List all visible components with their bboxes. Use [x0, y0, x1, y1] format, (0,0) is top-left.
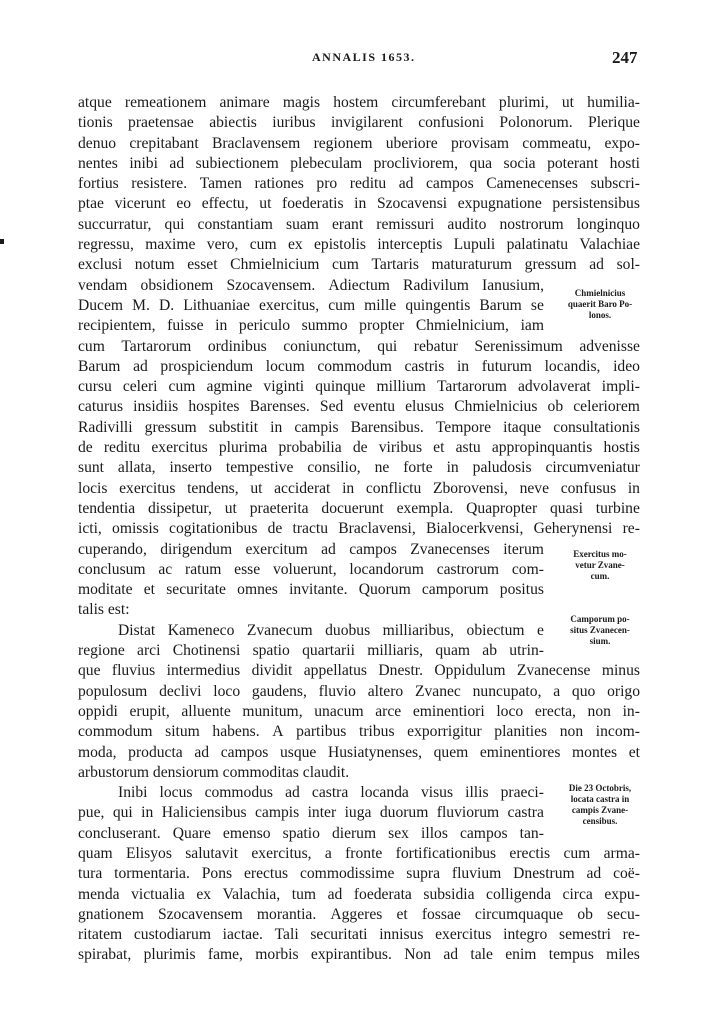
text-line: tionis praetensae abiectis iuribus invigilarent confusioni Polonorum. Plerique	[78, 114, 640, 132]
margin-note-line: Chmielnicius	[574, 288, 626, 298]
text-line: moditate et securitate omnes invitante. Quorum camporum positus	[78, 581, 544, 599]
text-line: que fluvius intermedius dividit appellatus Dnestr. Oppidulum Zvanecense minus	[78, 662, 640, 680]
text-line: regressu, maxime vero, cum ex epistolis interceptis Lupuli palatinatu Valachiae	[78, 236, 640, 254]
margin-note-die-23-octobris	[552, 783, 648, 827]
text-line: cuperando, dirigendum exercitum ad campos Zvanecenses iterum	[78, 540, 544, 558]
text-line: cum Tartarorum ordinibus coniunctum, qui rebatur Serenissimum advenisse	[78, 337, 640, 355]
text-line: sunt allata, inserto tempestive consilio, ne forte in paludosis circumveniatur	[78, 459, 640, 477]
text-line: recipientem, fuisse in periculo summo propter Chmielnicium, iam	[78, 317, 544, 335]
text-line: quam Elisyos salutavit exercitus, a fronte fortificationibus erectis cum arma-	[78, 844, 640, 862]
text-line: vendam obsidionem Szocavensem. Adiectum Radivilum Ianusium,	[78, 276, 544, 294]
text-line: tendentia dissipetur, ut praeterita docuerunt exempla. Quapropter quasi turbine	[78, 499, 640, 517]
text-line: atque remeationem animare magis hostem circumferebant plurimi, ut humilia-	[78, 94, 640, 111]
text-line: Ducem M. D. Lithuaniae exercitus, cum mille quingentis Barum se	[78, 296, 544, 314]
margin-note-line: vetur Zvane-	[575, 560, 625, 570]
margin-note-line: campis Zvane-	[571, 805, 629, 815]
text-line: pue, qui in Haliciensibus campis inter iuga duorum fluviorum castra	[78, 804, 544, 822]
text-line: Radivilli gressum substitit in campis Barensibus. Tempore itaque consultationis	[78, 418, 640, 436]
text-line: locis exercitus tendens, ut acciderat in conflictu Zborovensi, neve confusus in	[78, 479, 640, 497]
text-line: de reditu exercitus plurima probabilia de viribus et astu appropinquantis hostis	[78, 439, 640, 457]
text-line: tura tormentaria. Pons erectus commodissime supra fluvium Dnestrum ad coë-	[78, 865, 640, 883]
text-line: fortius resistere. Tamen rationes pro reditu ad campos Camenecenses subscri-	[78, 175, 640, 193]
margin-note-chmielnicius	[552, 288, 648, 321]
margin-note-line: locata castra in	[570, 794, 630, 804]
text-line: cursu celeri cum agmine viginti quinque millium Tartarorum advolaverat impli-	[78, 378, 640, 396]
margin-note-line: sium.	[589, 636, 611, 646]
margin-note-camporum	[552, 614, 648, 647]
text-line: caturus insidiis hospites Barenses. Sed eventu elusus Chmielnicius ob celeriorem	[78, 398, 640, 416]
margin-note-line: Camporum po-	[570, 614, 630, 624]
margin-note-line: cum.	[590, 571, 610, 581]
margin-note-line: Exercitus mo-	[573, 549, 627, 559]
text-line: succurratur, qui constantiam suam erant remissuri audito nostrorum longinquo	[78, 215, 640, 233]
text-line: spirabat, plurimis fame, morbis expirantibus. Non ad tale enim tempus miles	[78, 946, 640, 964]
text-line: Inibi locus commodus ad castra locanda visus illis praeci-	[118, 784, 544, 802]
text-line: nentes inibi ad subiectionem plebeculam procliviorem, qua socia poterant hosti	[78, 154, 640, 172]
body-text	[78, 93, 640, 966]
text-line: arbustorum densiorum commoditas claudit.	[78, 763, 350, 781]
margin-note-line: Die 23 Octobris,	[568, 783, 632, 793]
text-line: exclusi notum esset Chmielnicium cum Tartaris maturaturum gressum ad sol-	[78, 256, 640, 274]
running-head: ANNALIS 1653.	[312, 50, 416, 64]
margin-note-line: lonos.	[588, 310, 612, 320]
text-line: ritatem custodiarum iactae. Tali securitati innisus exercitus integro semestri re-	[78, 926, 640, 944]
text-line: denuo crepitabant Braclavensem regionem uberiore provisam commeatu, expo-	[78, 134, 640, 152]
text-line: talis est:	[78, 601, 130, 619]
margin-note-line: situs Zvanecen-	[570, 625, 630, 635]
text-line: Barum ad prospiciendum locum commodum castris in futurum locandis, ideo	[78, 357, 640, 375]
margin-note-line: censibus.	[582, 816, 618, 826]
text-line: populosum declivi loco gaudens, fluvio altero Zvanec nuncupato, a quo origo	[78, 682, 640, 700]
text-line: oppidi erupit, alluente munitum, unacum arce eminentiori loco erecta, non in-	[78, 702, 640, 720]
text-line: concluserant. Quare emenso spatio dierum sex illos campos tan-	[78, 824, 544, 842]
text-line: moda, producta ad campos usque Husiatynenses, quem eminentiores montes et	[78, 743, 640, 761]
text-line: conclusum ac ratum esse voluerunt, locandorum castrorum com-	[78, 560, 544, 578]
text-line: menda victualia ex Valachia, tum ad foederata subsidia colligenda circa expu-	[78, 885, 640, 903]
margin-note-exercitus	[552, 549, 648, 582]
margin-note-line: quaerit Baro Po-	[567, 299, 633, 309]
text-line: ptae vicerunt eo effectu, ut foederatis in Szocavensi expugnatione persistensibus	[78, 195, 640, 213]
text-line: icti, omissis cogitationibus de tractu Braclavensi, Bialocerkvensi, Geherynensi re-	[78, 520, 640, 538]
edge-mark	[0, 239, 4, 244]
text-line: commodum situm habens. A partibus tribus exporrigitur planities non incom-	[78, 723, 640, 741]
page-header	[0, 48, 720, 74]
text-line: regione arci Chotinensi spatio quartarii milliaris, quam ab utrin-	[78, 642, 544, 660]
page-number: 247	[612, 48, 638, 67]
text-line: Distat Kameneco Zvanecum duobus milliaribus, obiectum e	[118, 621, 544, 639]
text-line: gnationem Szocavensem morantia. Aggeres et fossae circumquaque ob secu-	[78, 905, 640, 923]
